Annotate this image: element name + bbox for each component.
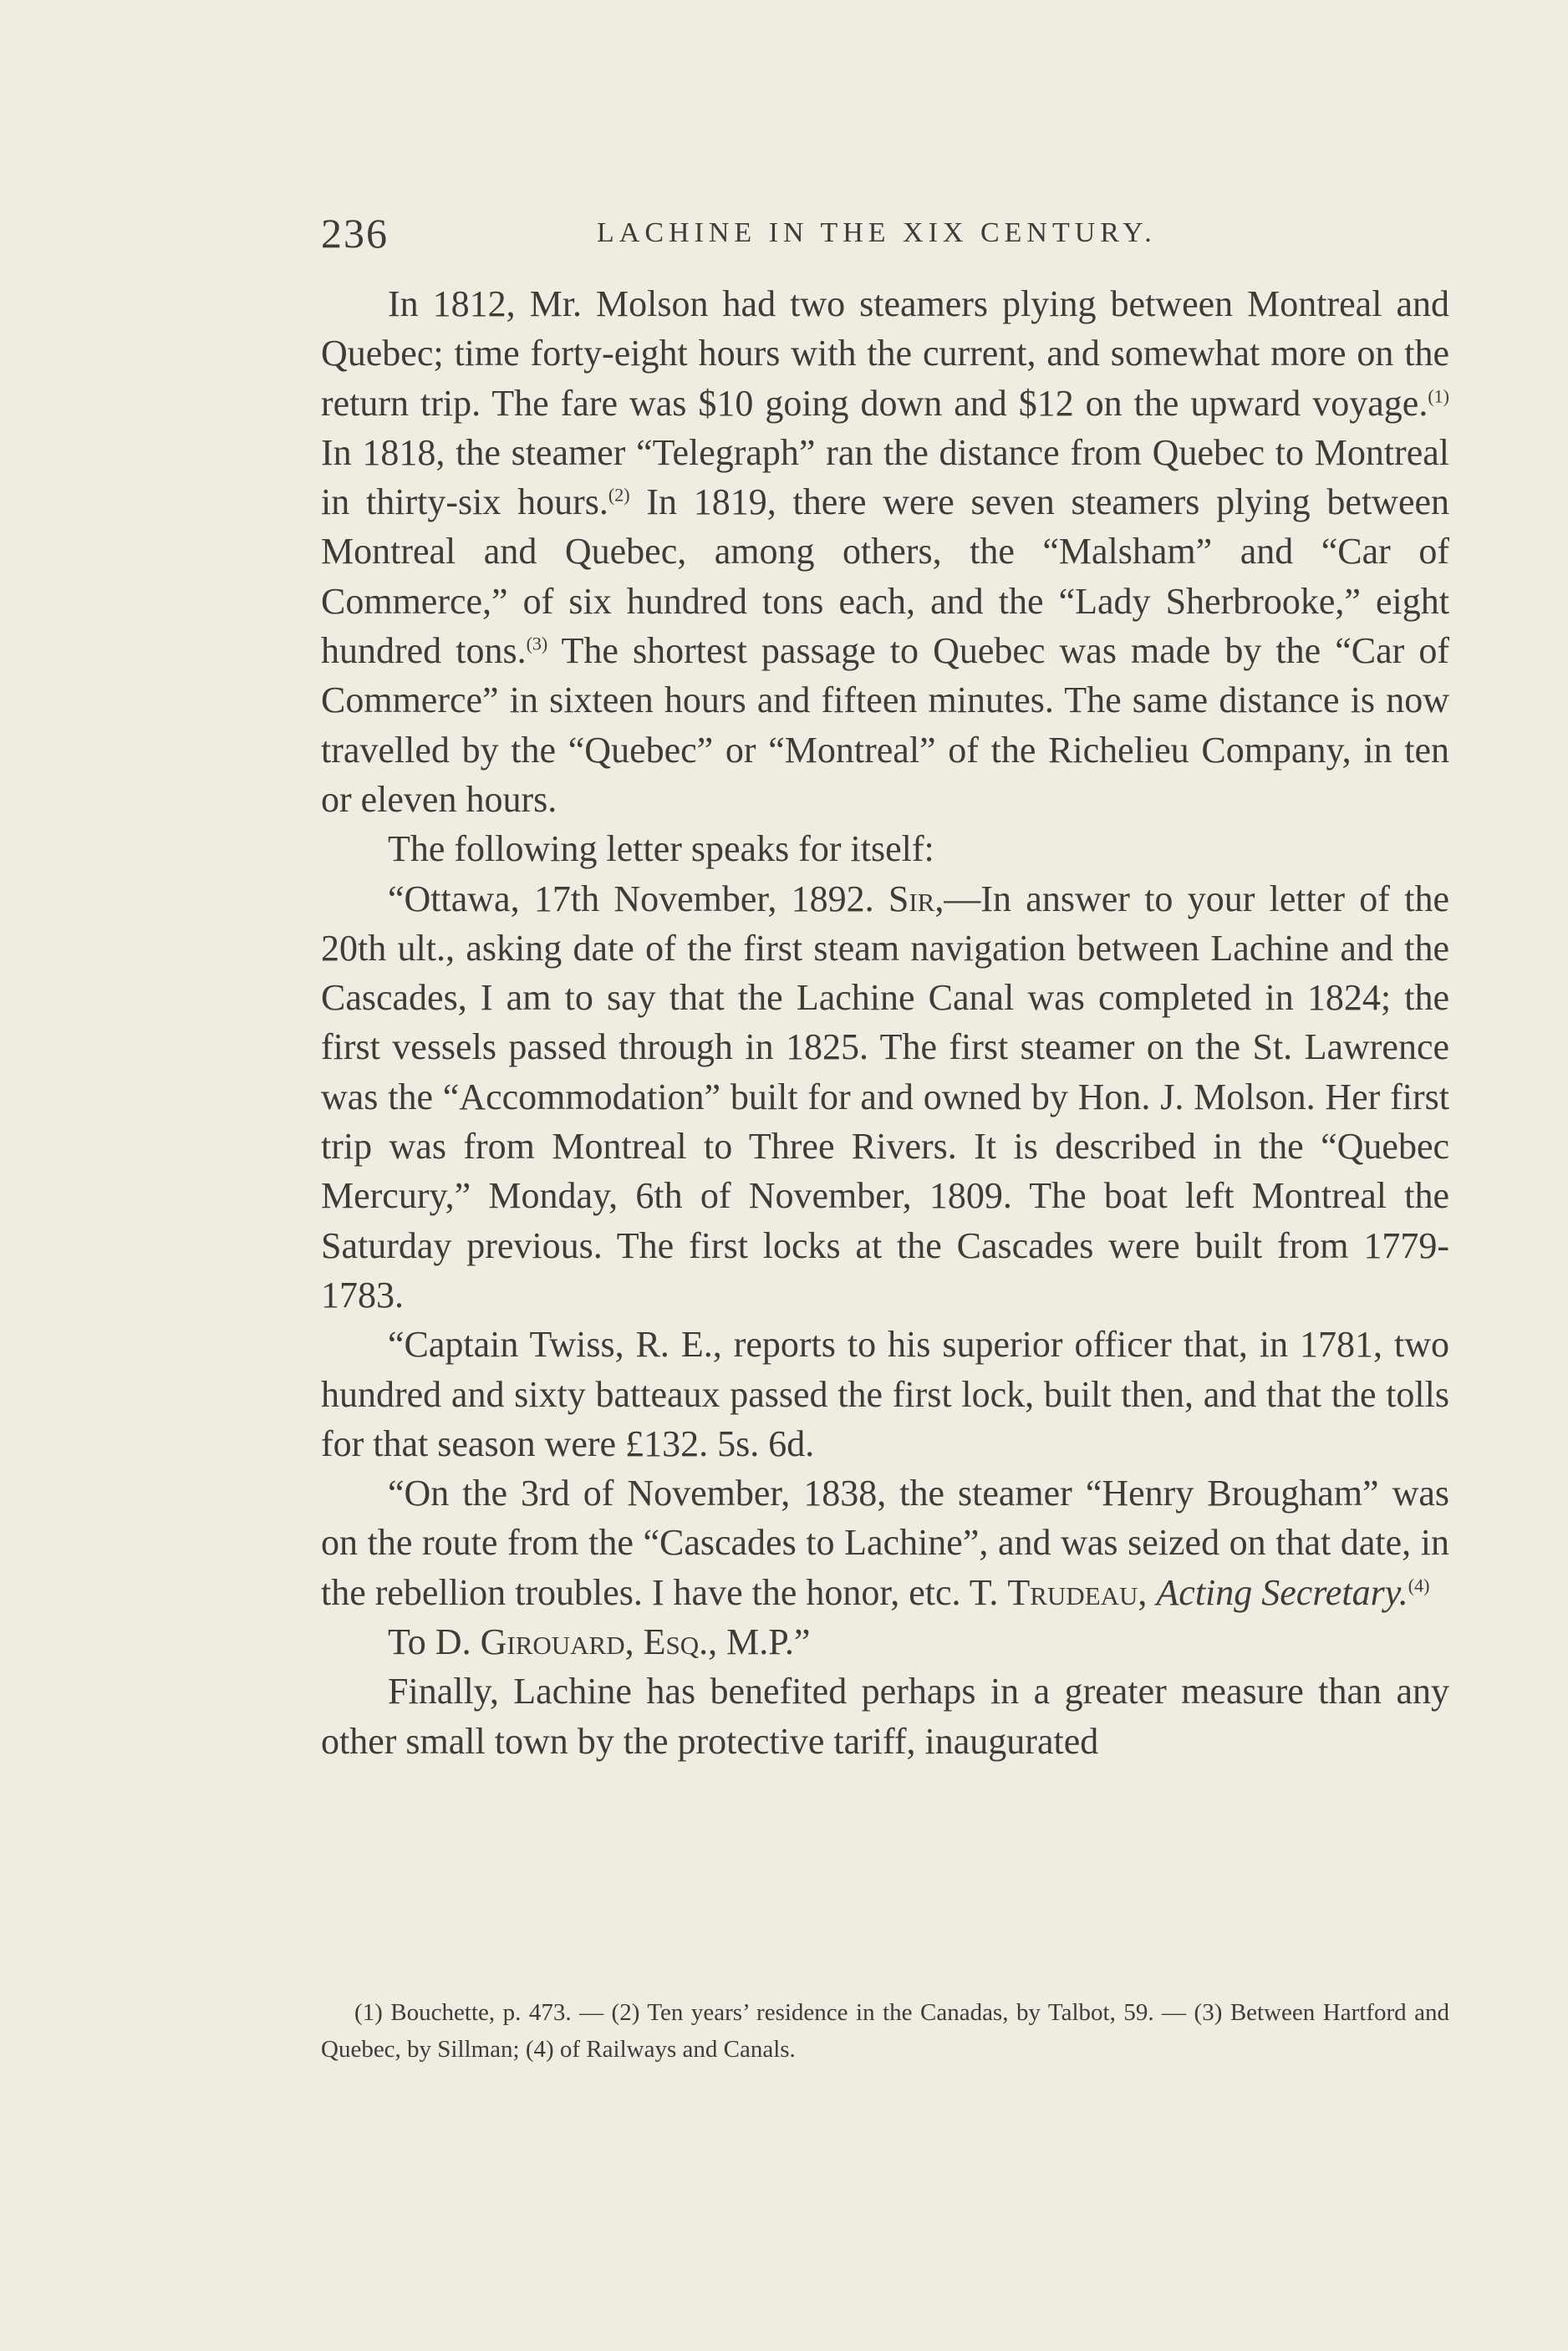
footnote-ref-4: (4): [1408, 1575, 1430, 1596]
text-run: In 1812, Mr. Molson had two steamers plying between Montreal and Quebec; time forty-eight hours with the current, and somewhat more on the return trip. The fare was $10 going down and $12 on the upward voyage.: [321, 283, 1449, 424]
signatory-name: Trudeau: [1007, 1571, 1138, 1613]
text-run: To D.: [388, 1621, 481, 1663]
body-text: [321, 279, 1449, 1766]
addressee-name: Girouard: [480, 1621, 625, 1663]
footnotes: (1) Bouchette, p. 473. — (2) Ten years’ residence in the Canadas, by Talbot, 59. — (3) Between Hartford and Quebec, by Sillman; (4) of Railways and Canals.: [321, 1999, 1449, 2063]
signatory-title: Acting Secretary.: [1156, 1571, 1408, 1613]
page-number: 236: [321, 210, 389, 257]
addressee-honorific: Esq.: [643, 1621, 709, 1663]
paragraph-addressee: [321, 1617, 1449, 1667]
footnote-ref-1: (1): [1428, 384, 1449, 406]
text-run: In 1818, the steamer “Telegraph” ran the distance from Quebec to Montreal in thirty-six hours.: [321, 431, 1449, 523]
text-run: ,: [1138, 1571, 1157, 1613]
text-run: “On the 3rd of November, 1838, the steamer “Henry Brougham” was on the route from the “Cascades to Lachine”, and was seized on that date, in the rebellion troubles. I have the honor, etc. T.: [321, 1473, 1449, 1613]
paragraph-captain-twiss: “Captain Twiss, R. E., reports to his superior officer that, in 1781, two hundred and sixty batteaux passed the first lock, built then, and that the tolls for that season were £132. 5s. 6d.: [321, 1324, 1449, 1464]
text-run: The shortest passage to Quebec was made by the “Car of Commerce” in sixteen hours and fifteen minutes. The same distance is now travelled by the “Quebec” or “Montreal” of the Richelieu Company, in ten or eleven hours.: [321, 630, 1449, 820]
salutation: Sir: [888, 878, 935, 919]
paragraph-letter-intro: The following letter speaks for itself:: [388, 828, 934, 870]
paragraph-letter: [321, 874, 1449, 1321]
footnote-ref-2: (2): [608, 484, 630, 506]
text-run: ,: [624, 1621, 644, 1663]
footnote-ref-3: (3): [526, 633, 548, 654]
running-title: LACHINE IN THE XIX CENTURY.: [597, 217, 1157, 248]
paragraph-steamers: [321, 279, 1449, 824]
text-run: , M.P.”: [708, 1621, 811, 1663]
text-run: ,—In answer to your letter of the 20th ult., asking date of the first steam navigation between Lachine and the Cascades, I am to say that the Lachine Canal was completed in 1824; the first vessels passed through in 1825. The first steamer on the St. Lawrence was the “Accommodation” built for and owned by Hon. J. Molson. Her first trip was from Montreal to Three Rivers. It is described in the “Quebec Mercury,” Monday, 6th of November, 1809. The boat left Montreal the Saturday previous. The first locks at the Cascades were built from 1779-1783.: [321, 878, 1449, 1315]
paragraph-henry-brougham: [321, 1468, 1449, 1617]
text-run: “Ottawa, 17th November, 1892.: [388, 878, 888, 919]
paragraph-protective-tariff: Finally, Lachine has benefited perhaps in a greater measure than any other small town by the protective tariff, inaugurated: [321, 1671, 1449, 1762]
text-run: In 1819, there were seven steamers plying between Montreal and Quebec, among others, the “Malsham” and “Car of Commerce,” of six hundred tons each, and the “Lady Sherbrooke,” eight hundred tons.: [321, 481, 1450, 672]
page-header: [321, 209, 1449, 259]
